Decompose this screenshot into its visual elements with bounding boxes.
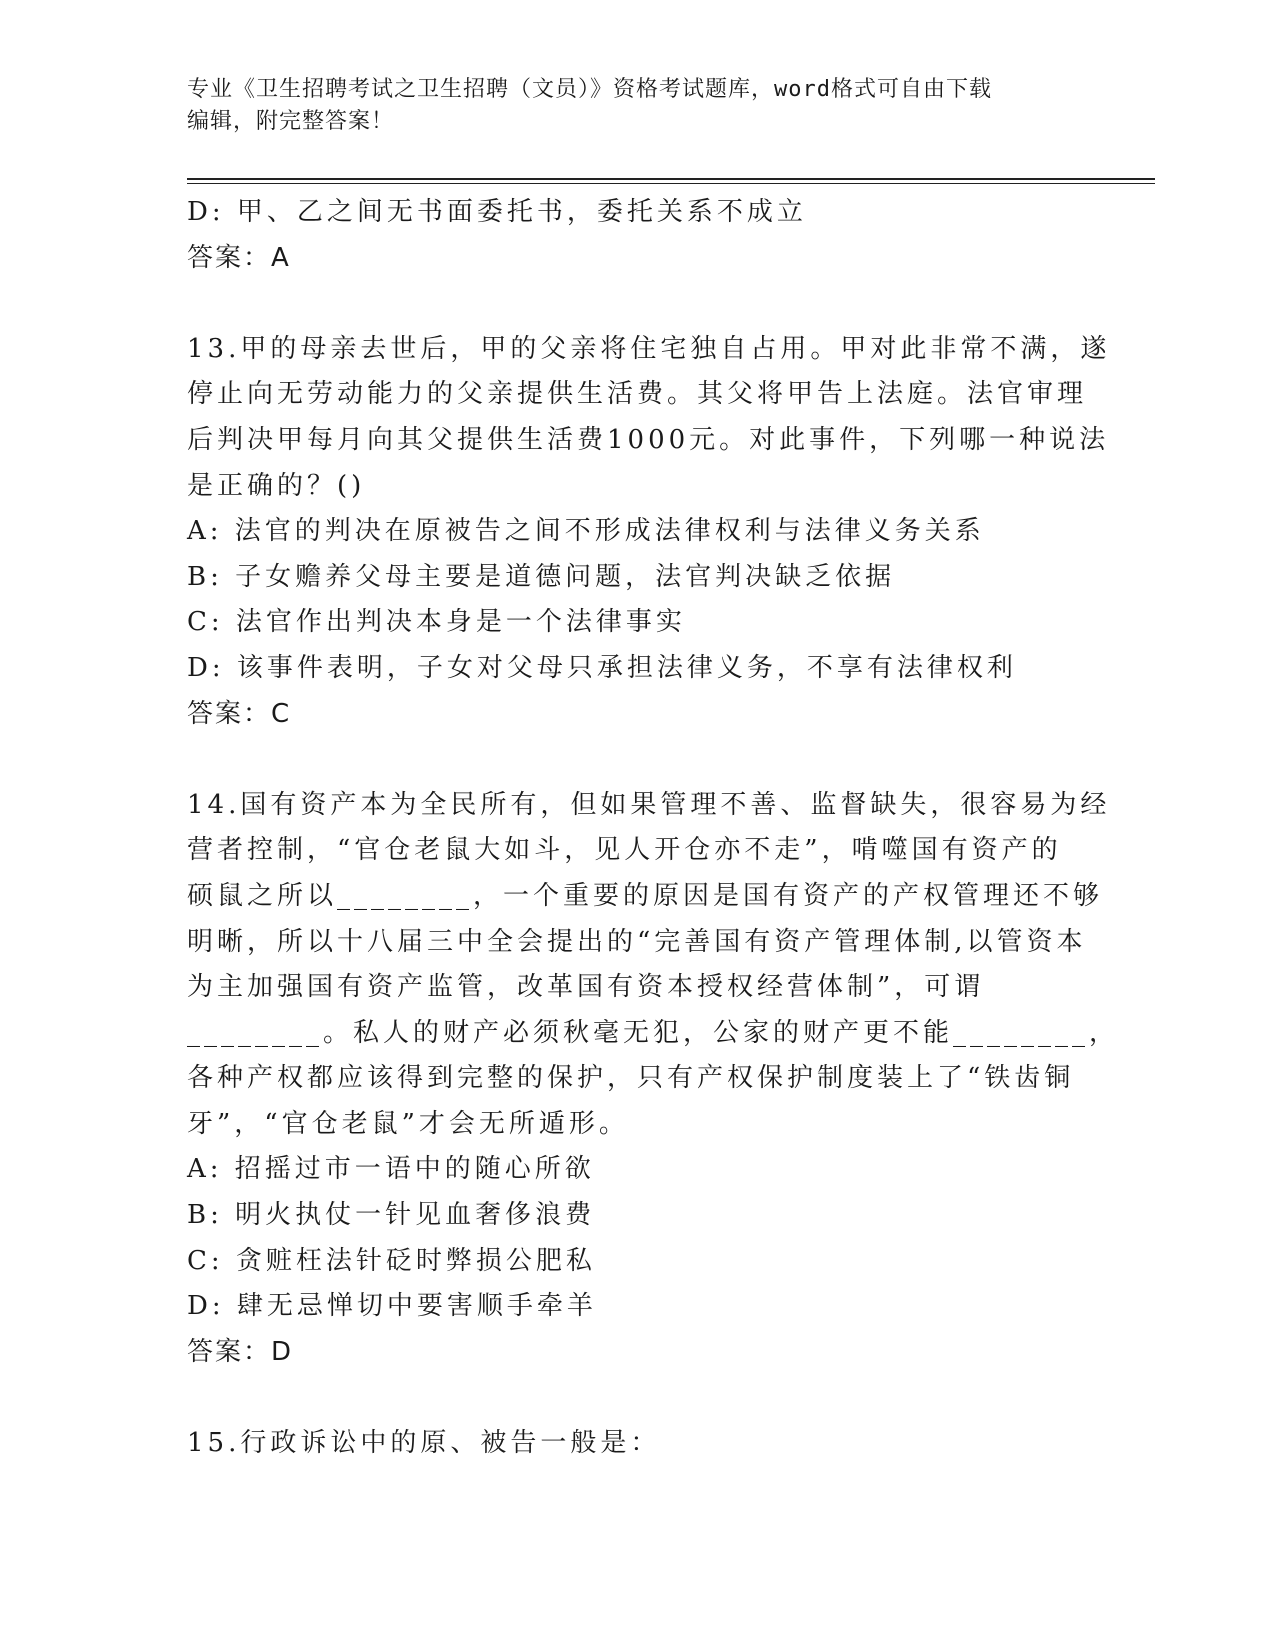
answer-line: 答案：C xyxy=(187,698,292,729)
option-b: B: 明火执仗一针见血奢侈浪费 xyxy=(187,1200,596,1231)
answer-line: 答案：D xyxy=(187,1336,294,1367)
option-d: D: 甲、乙之间无书面委托书，委托关系不成立 xyxy=(187,197,807,227)
question-stem-line: 明晰，所以十八届三中全会提出的“完善国有资产管理体制,以管资本 xyxy=(187,926,1087,957)
spacer xyxy=(187,1375,1087,1421)
header-line-1: 专业《卫生招聘考试之卫生招聘（文员）》资格考试题库，word格式可自由下载 xyxy=(187,77,992,102)
question-stem-line: 15.行政诉讼中的原、被告一般是： xyxy=(187,1428,661,1459)
question-stem-line: 14.国有资产本为全民所有，但如果管理不善、监督缺失，很容易为经 xyxy=(187,789,1111,820)
option-b: B: 子女赡养父母主要是道德问题，法官判决缺乏依据 xyxy=(187,561,896,592)
option-d: D: 肆无忌惮切中要害顺手牵羊 xyxy=(187,1291,597,1322)
option-a: A: 招摇过市一语中的随心所欲 xyxy=(187,1154,595,1185)
question-stem-line: 牙”，“官仓老鼠”才会无所遁形。 xyxy=(187,1108,629,1139)
document-header xyxy=(187,74,1087,138)
question-13 xyxy=(187,327,1111,737)
question-content xyxy=(187,190,1120,1467)
question-stem-line: 硕鼠之所以________，一个重要的原因是国有资产的产权管理还不够 xyxy=(187,880,1104,911)
question-stem-line: 是正确的？() xyxy=(187,470,366,501)
question-stem-line: 停止向无劳动能力的父亲提供生活费。其父将甲告上法庭。法官审理 xyxy=(187,379,1088,410)
option-c: C: 贪赃枉法针砭时弊损公肥私 xyxy=(187,1245,596,1276)
answer-line: 答案：A xyxy=(187,242,291,273)
option-c: C: 法官作出判决本身是一个法律事实 xyxy=(187,607,686,638)
question-stem-line: 为主加强国有资产监管，改革国有资本授权经营体制”，可谓 xyxy=(187,972,985,1003)
header-divider-thick xyxy=(187,178,1155,180)
previous-question-tail xyxy=(187,190,1087,281)
header-line-2: 编辑，附完整答案！ xyxy=(187,109,395,134)
spacer xyxy=(187,737,1087,783)
option-d: D: 该事件表明，子女对父母只承担法律义务，不享有法律权利 xyxy=(187,652,1017,683)
question-stem-line: ________。私人的财产必须秋毫无犯，公家的财产更不能________， xyxy=(187,1017,1120,1048)
question-14 xyxy=(187,783,1120,1376)
question-stem-line: 营者控制，“官仓老鼠大如斗，见人开仓亦不走”，啃噬国有资产的 xyxy=(187,835,1062,866)
question-stem-line: 13.甲的母亲去世后，甲的父亲将住宅独自占用。甲对此非常不满，遂 xyxy=(187,333,1111,364)
option-a: A: 法官的判决在原被告之间不形成法律权利与法律义务关系 xyxy=(187,516,985,547)
spacer xyxy=(187,281,1087,327)
question-stem-line: 后判决甲每月向其父提供生活费1000元。对此事件，下列哪一种说法 xyxy=(187,424,1110,455)
question-15 xyxy=(187,1421,1087,1467)
header-divider-thin xyxy=(187,183,1155,184)
question-stem-line: 各种产权都应该得到完整的保护，只有产权保护制度装上了“铁齿铜 xyxy=(187,1063,1075,1094)
